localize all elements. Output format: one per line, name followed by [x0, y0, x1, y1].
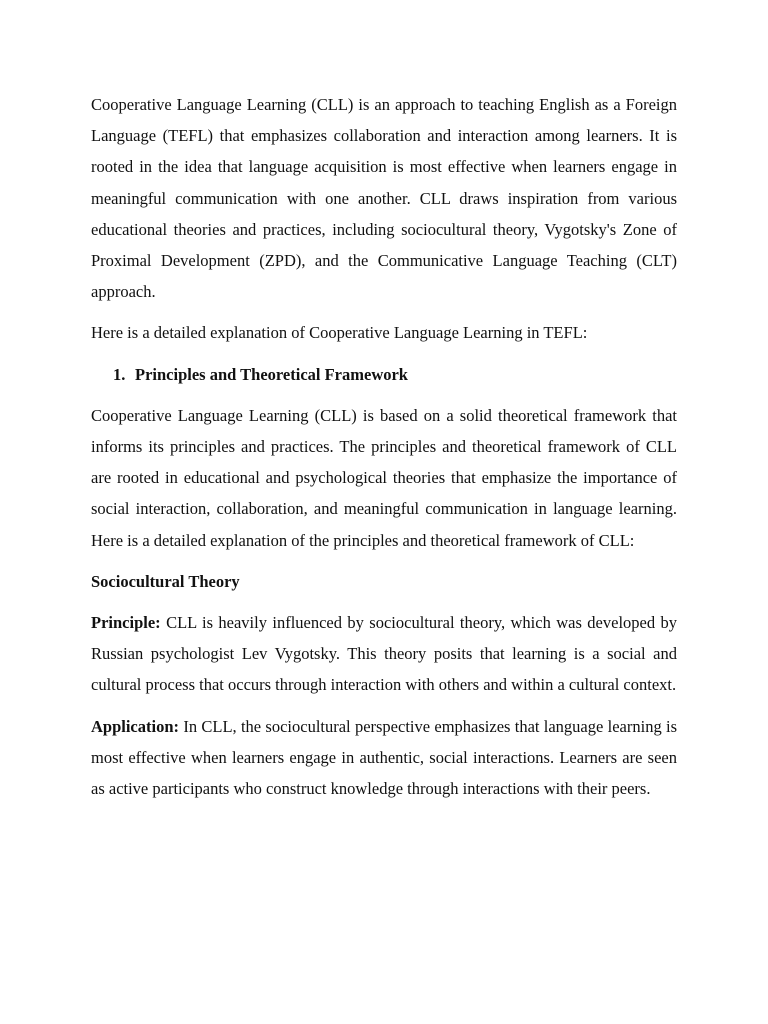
- principle-text: CLL is heavily influenced by sociocultural theory, which was developed by Russian psychologist Lev Vygotsky. This theory posits that learning is a social and cultural process that occurs through interaction with others and within a cultural context.: [91, 613, 677, 695]
- section-number: 1.: [113, 364, 126, 384]
- application-paragraph: [91, 711, 677, 805]
- principle-paragraph: [91, 607, 677, 701]
- intro-paragraph: Cooperative Language Learning (CLL) is an approach to teaching English as a Foreign Language (TEFL) that emphasizes collaboration and interaction among learners. It is rooted in the idea that language acquisition is most effective when learners engage in meaningful communication with one another. CLL draws inspiration from various educational theories and practices, including sociocultural theory, Vygotsky's Zone of Proximal Development (ZPD), and the Communicative Language Teaching (CLT) approach.: [91, 95, 677, 302]
- section-body-paragraph: Cooperative Language Learning (CLL) is based on a solid theoretical framework that informs its principles and practices. The principles and theoretical framework of CLL are rooted in educational and psychological theories that emphasize the importance of social interaction, collaboration, and meaningful communication in language learning. Here is a detailed explanation of the principles and theoretical framework of CLL:: [91, 405, 677, 550]
- lead-in-paragraph: Here is a detailed explanation of Cooperative Language Learning in TEFL:: [91, 323, 588, 343]
- section-heading: [91, 359, 677, 390]
- subsection-title: Sociocultural Theory: [91, 571, 240, 591]
- section-title: Principles and Theoretical Framework: [135, 364, 408, 384]
- application-label: Application:: [91, 716, 180, 736]
- principle-label: Principle:: [91, 613, 161, 633]
- application-text: In CLL, the sociocultural perspective emphasizes that language learning is most effective when learners engage in authentic, social interactions. Learners are seen as active participants who construct knowledge through interactions with their peers.: [91, 716, 678, 799]
- document-body: [91, 89, 677, 814]
